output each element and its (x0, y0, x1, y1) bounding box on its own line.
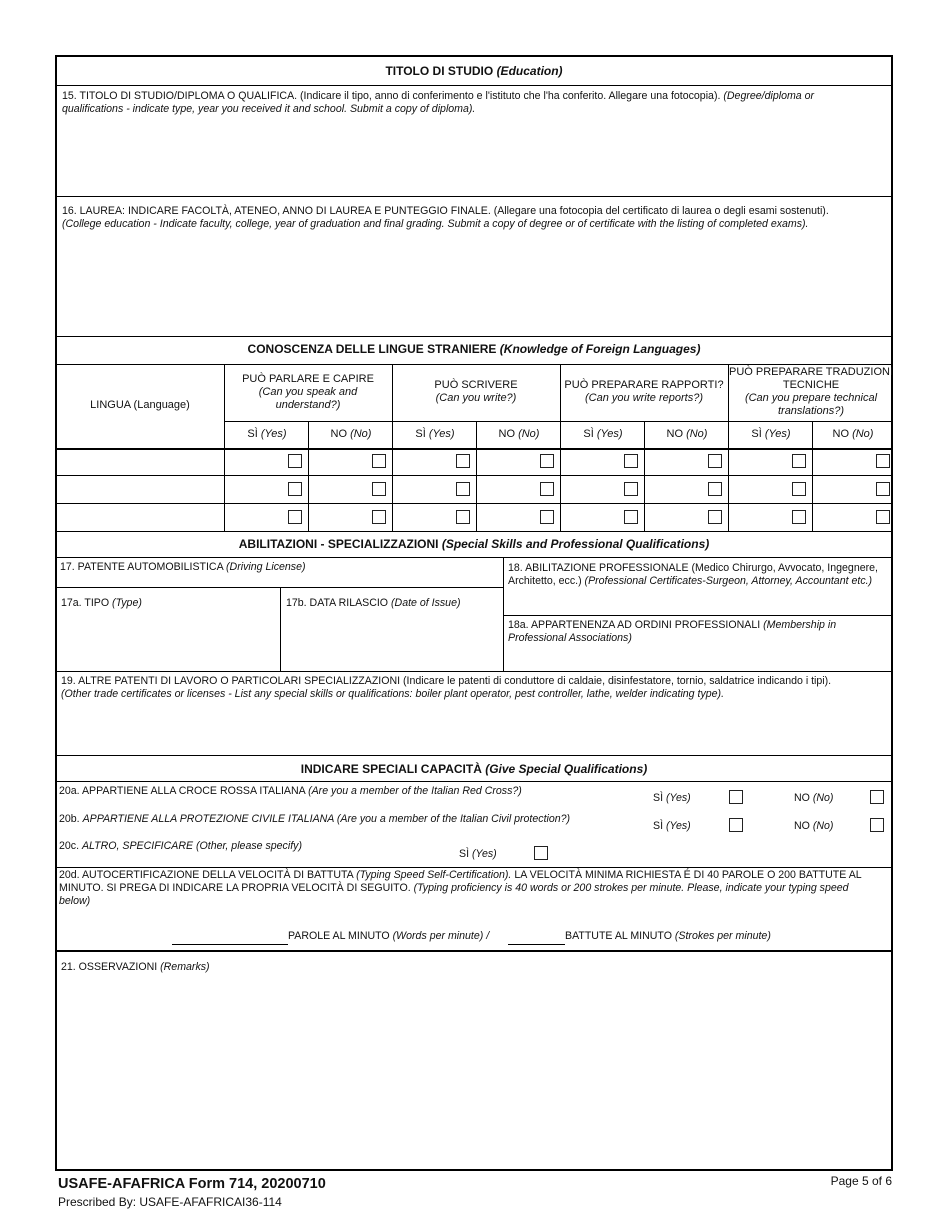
language-1-speak-yes-checkbox[interactable] (288, 454, 302, 468)
q20c-yes-checkbox[interactable] (534, 846, 548, 860)
education-section-title: TITOLO DI STUDIO (Education) (385, 64, 563, 78)
q17a-field[interactable] (59, 613, 277, 669)
q16-field[interactable] (59, 233, 889, 333)
no-header: NO (No) (498, 428, 540, 440)
language-3-write-no-checkbox[interactable] (540, 510, 554, 524)
language-1-write-no-checkbox[interactable] (540, 454, 554, 468)
strokes-per-minute-label: BATTUTE AL MINUTO (Strokes per minute) (565, 930, 771, 942)
q15-field[interactable] (59, 119, 889, 195)
q20a-no-label: NO (No) (794, 792, 834, 804)
q20b-label: 20b. APPARTIENE ALLA PROTEZIONE CIVILE ITALIANA (Are you a member of the Italian Civil protection?) (59, 813, 571, 825)
q18a-label: 18a. APPARTENENZA AD ORDINI PROFESSIONALI (Membership in Professional Associations) (508, 619, 837, 644)
yes-header: SÌ (Yes) (583, 428, 623, 440)
no-header: NO (No) (832, 428, 874, 440)
q17b-label: 17b. DATA RILASCIO (Date of Issue) (286, 597, 461, 609)
col-translations-header: PUÒ PREPARARE TRADUZIONI TECNICHE (Can you prepare technical translations?) (729, 366, 894, 417)
page-number: Page 5 of 6 (830, 1174, 892, 1188)
q16-label: 16. LAUREA: INDICARE FACOLTÀ, ATENEO, ANNO DI LAUREA E PUNTEGGIO FINALE. (Allegare una fotocopia del certificato di laurea o degli esami sostenuti). (College education - Indicate faculty, college, year of graduation and final grading. Submit a copy of degree or of certificate with the listing of completed exams). (62, 205, 829, 230)
language-2-speak-no-checkbox[interactable] (372, 482, 386, 496)
yes-header: SÌ (Yes) (751, 428, 791, 440)
q17b-field[interactable] (283, 613, 501, 669)
words-per-minute-input[interactable] (172, 926, 288, 943)
q20b-no-checkbox[interactable] (870, 818, 884, 832)
language-3-speak-yes-checkbox[interactable] (288, 510, 302, 524)
skills-section-title: ABILITAZIONI - SPECIALIZZAZIONI (Special Skills and Professional Qualifications) (238, 537, 710, 551)
q20a-yes-checkbox[interactable] (729, 790, 743, 804)
language-3-reports-no-checkbox[interactable] (708, 510, 722, 524)
special-section-title: INDICARE SPECIALI CAPACITÀ (Give Special Qualifications) (300, 762, 648, 776)
yes-header: SÌ (Yes) (415, 428, 455, 440)
language-3-speak-no-checkbox[interactable] (372, 510, 386, 524)
q17-label: 17. PATENTE AUTOMOBILISTICA (Driving License) (60, 561, 306, 573)
q18-field[interactable] (506, 591, 889, 615)
language-3-reports-yes-checkbox[interactable] (624, 510, 638, 524)
language-input-3[interactable] (59, 506, 221, 528)
language-2-speak-yes-checkbox[interactable] (288, 482, 302, 496)
q20c-yes-label: SÌ (Yes) (459, 848, 497, 860)
language-1-reports-no-checkbox[interactable] (708, 454, 722, 468)
q17a-label: 17a. TIPO (Type) (61, 597, 142, 609)
q20a-yes-label: SÌ (Yes) (653, 792, 691, 804)
language-1-translations-yes-checkbox[interactable] (792, 454, 806, 468)
q19-label: 19. ALTRE PATENTI DI LAVORO O PARTICOLARI SPECIALIZZAZIONI (Indicare le patenti di conduttore di caldaie, disinfestatore, tornio, saldatrice indicando i tipi). (Other trade certificates or licenses - List any special skills or qualifications: boiler plant operator, pest controller, lathe, welder indicating type). (61, 675, 832, 700)
q20d-label: 20d. AUTOCERTIFICAZIONE DELLA VELOCITÀ DI BATTUTA (Typing Speed Self-Certification). LA VELOCITÀ MINIMA RICHIESTA É DI 40 PAROLE O 200 BATTUTE AL MINUTO. SI PREGA DI INDICARE LA PROPRIA VELOCITÀ DI SEGUITO. (Typing proficiency is 40 words or 200 strokes per minute. Please, indicate your typing speed below) (59, 869, 862, 907)
language-1-translations-no-checkbox[interactable] (876, 454, 890, 468)
prescribed-by: Prescribed By: USAFE-AFAFRICAI36-114 (58, 1195, 282, 1209)
q20b-yes-label: SÌ (Yes) (653, 820, 691, 832)
q15-label: 15. TITOLO DI STUDIO/DIPLOMA O QUALIFICA. (Indicare il tipo, anno di conferimento e l'istituto che l'ha conferito. Allegare una fotocopia). (Degree/diploma or qualifications - indicate type, year you received it and school. Submit a copy of diploma). (62, 90, 815, 115)
language-column-header: LINGUA (Language) (90, 399, 190, 411)
language-3-write-yes-checkbox[interactable] (456, 510, 470, 524)
q20a-no-checkbox[interactable] (870, 790, 884, 804)
col-write-header: PUÒ SCRIVERE (Can you write?) (434, 379, 518, 404)
language-1-speak-no-checkbox[interactable] (372, 454, 386, 468)
col-speak-header: PUÒ PARLARE E CAPIRE (Can you speak and understand?) (242, 373, 374, 411)
language-1-write-yes-checkbox[interactable] (456, 454, 470, 468)
col-reports-header: PUÒ PREPARARE RAPPORTI? (Can you write reports?) (564, 379, 724, 404)
language-3-translations-yes-checkbox[interactable] (792, 510, 806, 524)
language-3-translations-no-checkbox[interactable] (876, 510, 890, 524)
remarks-field[interactable] (59, 979, 889, 1167)
language-2-reports-yes-checkbox[interactable] (624, 482, 638, 496)
form-page (55, 55, 893, 1171)
language-2-translations-no-checkbox[interactable] (876, 482, 890, 496)
q20a-label: 20a. APPARTIENE ALLA CROCE ROSSA ITALIANA (Are you a member of the Italian Red Cross?) (59, 785, 522, 797)
language-2-write-yes-checkbox[interactable] (456, 482, 470, 496)
form-title: USAFE-AFAFRICA Form 714, 20200710 (58, 1176, 326, 1192)
q20b-no-label: NO (No) (794, 820, 834, 832)
language-2-translations-yes-checkbox[interactable] (792, 482, 806, 496)
remarks-label: 21. OSSERVAZIONI (Remarks) (61, 961, 210, 973)
strokes-per-minute-input[interactable] (508, 926, 565, 943)
no-header: NO (No) (666, 428, 708, 440)
language-2-reports-no-checkbox[interactable] (708, 482, 722, 496)
q18-label: 18. ABILITAZIONE PROFESSIONALE (Medico Chirurgo, Avvocato, Ingegnere, Architetto, ecc.) (Professional Certificates-Surgeon, Attorney, Accountant etc.) (508, 562, 878, 587)
q20c-label: 20c. ALTRO, SPECIFICARE (Other, please specify) (59, 840, 302, 852)
language-1-reports-yes-checkbox[interactable] (624, 454, 638, 468)
language-input-2[interactable] (59, 478, 221, 500)
words-per-minute-label: PAROLE AL MINUTO (Words per minute) / (288, 930, 490, 942)
language-2-write-no-checkbox[interactable] (540, 482, 554, 496)
language-input-1[interactable] (59, 451, 221, 473)
no-header: NO (No) (330, 428, 372, 440)
q20b-yes-checkbox[interactable] (729, 818, 743, 832)
yes-header: SÌ (Yes) (247, 428, 287, 440)
q19-field[interactable] (59, 703, 889, 753)
languages-section-title: CONOSCENZA DELLE LINGUE STRANIERE (Knowledge of Foreign Languages) (247, 342, 701, 356)
